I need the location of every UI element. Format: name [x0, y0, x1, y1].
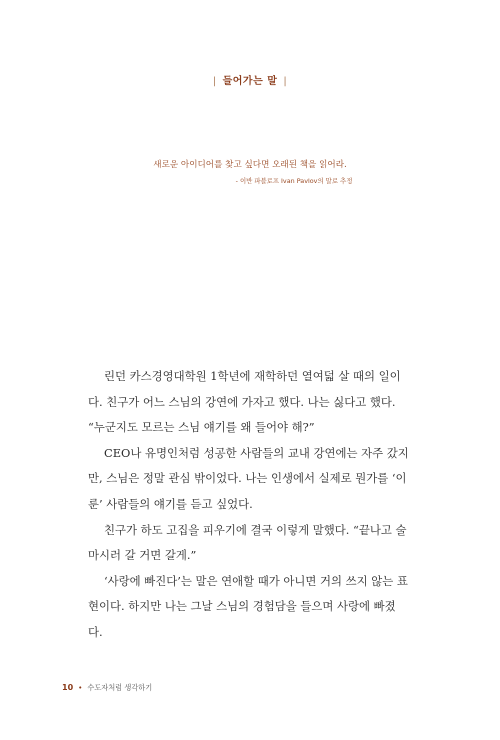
page-footer — [62, 683, 152, 693]
paragraph: CEO나 유명인처럼 성공한 사람들의 교내 강연에는 자주 갔지만, 스님은 정말 관심 밖이었다. 나는 인생에서 실제로 뭔가를 ‘이룬’ 사람들의 얘기를 듣고 싶었다. — [88, 445, 409, 511]
header-bar-left: | — [212, 76, 217, 87]
page-number: 10 — [62, 683, 74, 692]
chapter-title: 들어가는 말 — [222, 76, 278, 87]
header-bar-right: | — [283, 76, 288, 87]
attribution-text: - 이반 파블로프 Ivan Pavlov의 말로 추정 — [235, 177, 353, 185]
paragraph: 친구가 하도 고집을 피우기에 결국 이렇게 말했다. “끝나고 술 마시러 갈 거면 갈게.” — [88, 522, 407, 563]
body-text — [88, 364, 410, 646]
footer-separator: • — [78, 683, 83, 692]
running-title: 수도자처럼 생각하기 — [87, 683, 153, 692]
chapter-header — [0, 72, 500, 87]
epigraph-attribution — [0, 176, 500, 185]
paragraph: 린던 카스경영대학원 1학년에 재학하던 열여덟 살 때의 일이다. 친구가 어느 스님의 강연에 가자고 했다. 나는 싫다고 했다. “누군지도 모르는 스님 얘기를 왜 들어야 해?” — [88, 369, 401, 435]
epigraph-quote: 새로운 아이디어를 찾고 싶다면 오래된 책을 읽어라. — [153, 160, 347, 170]
paragraph: ‘사랑에 빠진다’는 말은 연애할 때가 아니면 거의 쓰지 않는 표현이다. 하지만 나는 그날 스님의 경험담을 들으며 사랑에 빠졌다. — [88, 573, 408, 639]
